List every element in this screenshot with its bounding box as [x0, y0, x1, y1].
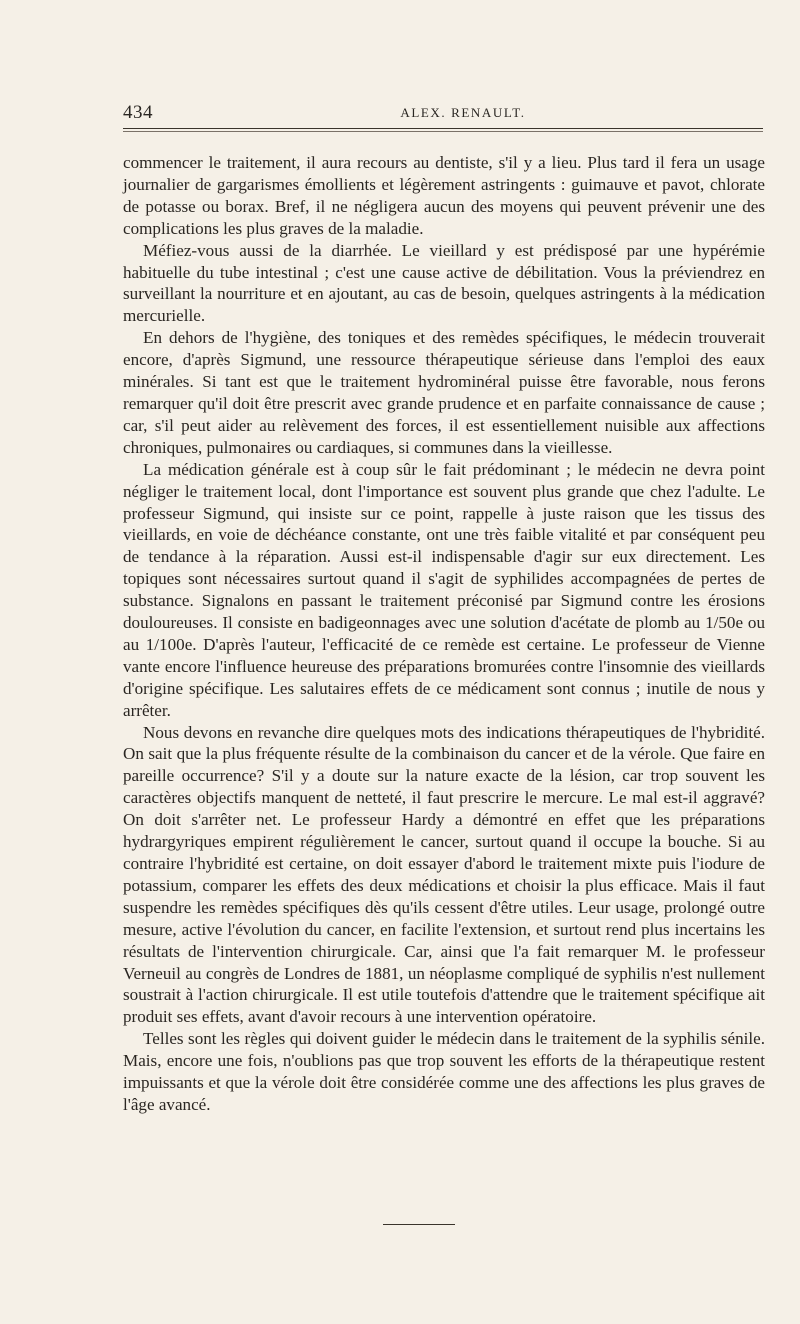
header-rule: [123, 128, 763, 129]
paragraph: Nous devons en revanche dire quelques mots des indications thérapeutiques de l'hybridité. On sait que la plus fréquente résulte de la combinaison du cancer et de la vérole. Que faire en pareille occurrence? S'il y a doute sur la nature exacte de la lésion, car trop souvent les caractères objectifs manquent de netteté, il faut prescrire le mercure. Le mal est-il aggravé? On doit s'arrêter net. Le professeur Hardy a démontré en effet que les préparations hydrargyriques empirent régulièrement le cancer, surtout quand il occupe la bouche. Si au contraire l'hybridité est certaine, on doit essayer d'abord le traitement mixte puis l'iodure de potassium, comparer les effets des deux médications et choisir la plus efficace. Mais il faut suspendre les remèdes spécifiques dès qu'ils cessent d'être utiles. Leur usage, prolongé outre mesure, active l'évolution du cancer, en facilite l'extension, et surtout rend plus incertains les résultats de l'intervention chirurgicale. Car, ainsi que l'a fait remarquer M. le professeur Verneuil au congrès de Londres de 1881, un néoplasme compliqué de syphilis n'est nullement soustrait à l'action chirurgicale. Il est utile toutefois d'attendre que le traitement spécifique ait produit ses effets, avant d'avoir recours à une intervention opératoire.: [123, 722, 765, 1027]
paragraph: Telles sont les règles qui doivent guider le médecin dans le traitement de la syphilis sénile. Mais, encore une fois, n'oublions pas que trop souvent les efforts de la thérapeutique restent impuissants et que la vérole doit être considérée comme une des affections les plus graves de l'âge avancé.: [123, 1029, 765, 1114]
paragraph: Méfiez-vous aussi de la diarrhée. Le vieillard y est prédisposé par une hypérémie habituelle du tube intestinal ; c'est une cause active de débilitation. Vous la préviendrez en surveillant la nourriture et en ajoutant, au cas de besoin, quelques astringents à la médication mercurielle.: [123, 240, 765, 326]
paragraph: commencer le traitement, il aura recours au dentiste, s'il y a lieu. Plus tard il fera un usage journalier de gargarismes émollients et légèrement astringents : guimauve et pavot, chlorate de potasse ou borax. Bref, il ne négligera aucun des moyens qui peuvent prévenir une des complications les plus graves de la maladie.: [123, 153, 765, 238]
end-rule: [383, 1224, 455, 1225]
page-header: [123, 102, 763, 124]
body-text: [123, 152, 765, 1116]
paragraph: En dehors de l'hygiène, des toniques et des remèdes spécifiques, le médecin trouverait encore, d'après Sigmund, une ressource thérapeutique sérieuse dans l'emploi des eaux minérales. Si tant est que le traitement hydrominéral puisse être favorable, nous ferons remarquer qu'il doit être prescrit avec grande prudence et en parfaite connaissance de cause ; car, s'il peut aider au relèvement des forces, il est essentiellement nuisible aux affections chroniques, pulmonaires ou cardiaques, si communes dans la vieillesse.: [123, 328, 765, 457]
running-head: ALEX. RENAULT.: [400, 105, 526, 120]
paragraph: La médication générale est à coup sûr le fait prédominant ; le médecin ne devra point négliger le traitement local, dont l'importance est souvent plus grande que chez l'adulte. Le professeur Sigmund, qui insiste sur ce point, rappelle à juste raison que les tissus des vieillards, en voie de déchéance constante, ont une très faible vitalité et par conséquent peu de tendance à la réparation. Aussi est-il indispensable d'agir sur eux directement. Les topiques sont nécessaires surtout quand il s'agit de syphilides accompagnées de pertes de substance. Signalons en passant le traitement préconisé par Sigmund contre les érosions douloureuses. Il consiste en badigeonnages avec une solution d'acétate de plomb au 1/50e ou au 1/100e. D'après l'auteur, l'efficacité de ce remède est certaine. Le professeur de Vienne vante encore l'influence heureuse des préparations bromurées contre l'insomnie des vieillards d'origine spécifique. Les salutaires effets de ce médicament sont connus ; inutile de nous y arrêter.: [123, 459, 765, 720]
page-number: 434: [123, 102, 153, 123]
